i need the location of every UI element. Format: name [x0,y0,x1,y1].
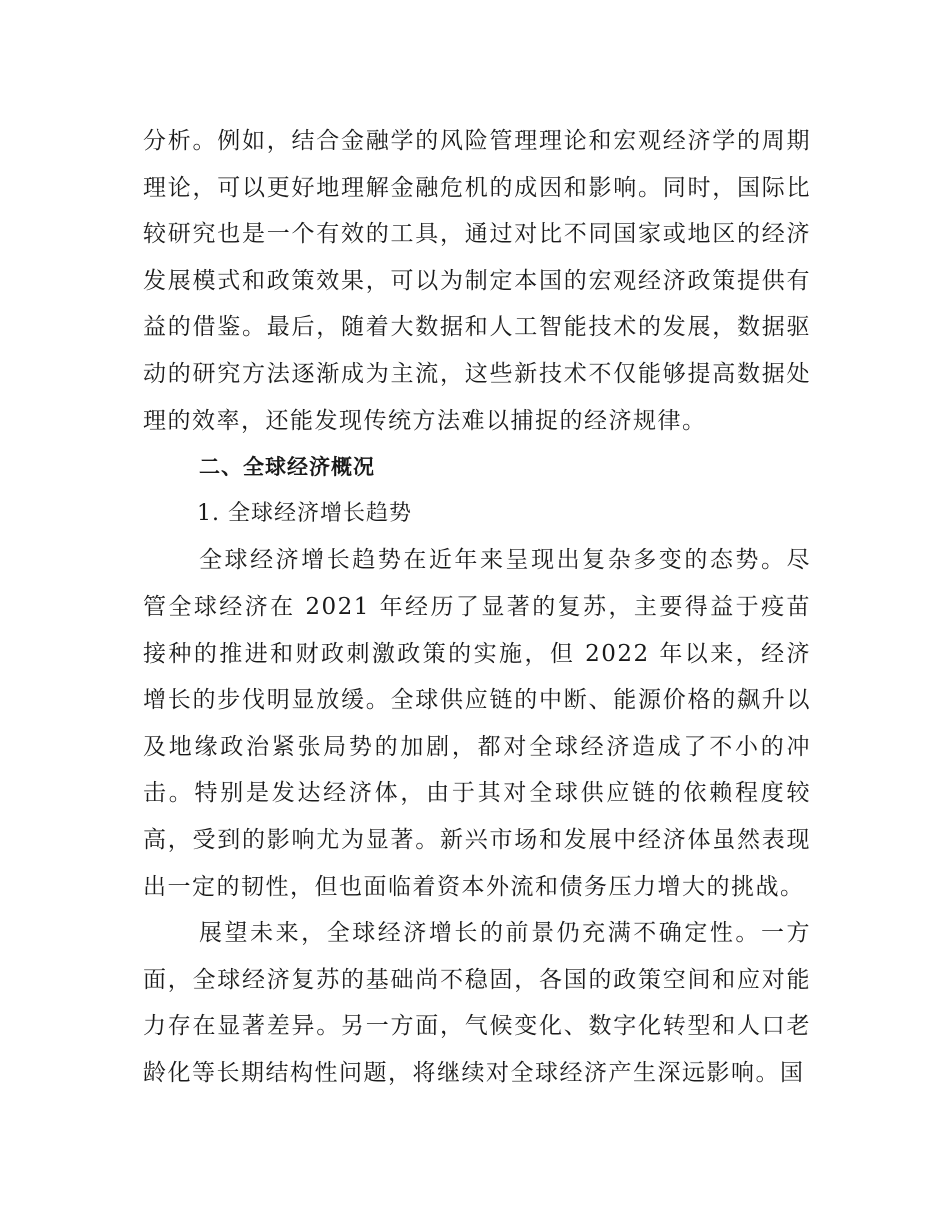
paragraph-continuation: 分析。例如，结合金融学的风险管理理论和宏观经济学的周期理论，可以更好地理解金融危机的成因和影响。同时，国际比较研究也是一个有效的工具，通过对比不同国家或地区的经济发展模式和政策效果，可以为制定本国的宏观经济政策提供有益的借鉴。最后，随着大数据和人工智能技术的发展，数据驱动的研究方法逐渐成为主流，这些新技术不仅能够提高数据处理的效率，还能发现传统方法难以捕捉的经济规律。 [143,128,811,434]
subsection-heading: 1. 全球经济增长趋势 [197,500,412,526]
paragraph-growth-trend: 全球经济增长趋势在近年来呈现出复杂多变的态势。尽管全球经济在 2021 年经历了显著的复苏，主要得益于疫苗接种的推进和财政刺激政策的实施，但 2022 年以来，经济增长的步伐明显放缓。全球供应链的中断、能源价格的飙升以及地缘政治紧张局势的加剧，都对全球经济造成了不小的冲击。特别是发达经济体，由于其对全球供应链的依赖程度较高，受到的影响尤为显著。新兴市场和发展中经济体虽然表现出一定的韧性，但也面临着资本外流和债务压力增大的挑战。 [143,547,811,900]
document-body [143,118,811,1096]
section-heading: 二、全球经济概况 [199,455,375,480]
paragraph-outlook: 展望未来，全球经济增长的前景仍充满不确定性。一方面，全球经济复苏的基础尚不稳固，各国的政策空间和应对能力存在显著差异。另一方面，气候变化、数字化转型和人口老龄化等长期结构性问题，将继续对全球经济产生深远影响。国 [143,920,811,1086]
